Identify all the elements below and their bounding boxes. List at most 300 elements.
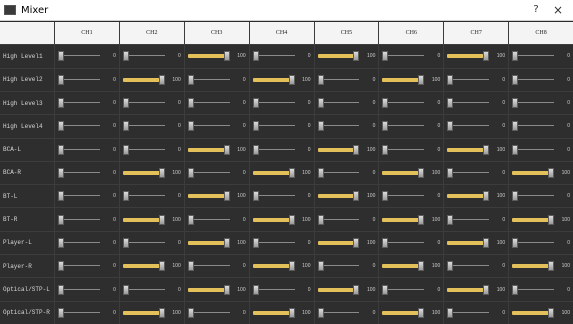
slider-handle[interactable] [58,98,64,108]
mixer-cell [315,69,379,91]
level-slider[interactable] [382,264,424,268]
slider-handle[interactable] [318,75,324,85]
mixer-cell [509,162,573,184]
slider-handle[interactable] [318,215,324,225]
slider-handle[interactable] [483,191,489,201]
level-value: 0 [242,123,246,130]
level-slider[interactable] [253,311,295,315]
level-value: 0 [113,100,116,107]
level-slider[interactable] [123,148,165,152]
slider-handle[interactable] [188,168,194,178]
slider-handle[interactable] [447,75,453,85]
mixer-cell [444,278,508,300]
mixer-cell [250,162,314,184]
mixer-cell [379,232,443,254]
slider-handle[interactable] [159,308,165,318]
level-slider[interactable] [512,78,554,82]
level-slider[interactable] [512,148,554,152]
slider-handle[interactable] [224,51,230,61]
slider-handle[interactable] [188,98,194,108]
level-value: 0 [437,53,441,60]
level-value: 100 [431,169,441,176]
slider-handle[interactable] [318,168,324,178]
level-slider[interactable] [512,218,554,222]
slider-handle[interactable] [353,238,359,248]
mixer-cell [444,69,508,91]
level-slider[interactable] [512,264,554,268]
slider-handle[interactable] [159,75,165,85]
slider-handle[interactable] [188,215,194,225]
slider-handle[interactable] [318,98,324,108]
level-slider[interactable] [382,311,424,315]
slider-handle[interactable] [483,51,489,61]
slider-handle[interactable] [289,261,295,271]
slider-handle[interactable] [253,121,259,131]
slider-handle[interactable] [382,145,388,155]
slider-handle[interactable] [123,51,129,61]
level-value: 0 [113,146,116,153]
level-slider[interactable] [253,194,295,198]
column-header-ch1: CH1 [55,22,119,44]
level-slider[interactable] [382,288,424,292]
slider-handle[interactable] [253,98,259,108]
level-value: 0 [502,309,506,316]
level-slider[interactable] [188,78,230,82]
mixer-cell [55,69,119,91]
level-slider[interactable] [253,241,295,245]
mixer-cell [250,185,314,207]
slider-handle[interactable] [58,121,64,131]
level-slider[interactable] [58,288,100,292]
slider-handle[interactable] [512,145,518,155]
slider-handle[interactable] [188,121,194,131]
level-slider[interactable] [188,288,230,292]
slider-handle[interactable] [289,75,295,85]
level-value: 0 [307,286,311,293]
mixer-cell [185,139,249,161]
mixer-cell [444,139,508,161]
level-value: 100 [367,53,376,60]
level-slider[interactable] [188,124,230,128]
level-slider[interactable] [318,171,360,175]
level-slider[interactable] [253,264,295,268]
level-slider[interactable] [58,54,100,58]
mixer-cell [444,162,508,184]
level-slider[interactable] [253,78,295,82]
level-slider[interactable] [188,101,230,105]
level-slider[interactable] [382,101,424,105]
slider-handle[interactable] [58,238,64,248]
level-value: 0 [307,146,311,153]
mixer-cell [250,232,314,254]
level-value: 100 [302,169,311,176]
slider-handle[interactable] [483,145,489,155]
mixer-cell [509,92,573,114]
slider-handle[interactable] [512,121,518,131]
level-slider[interactable] [58,194,100,198]
slider-handle[interactable] [318,261,324,271]
level-slider[interactable] [188,218,230,222]
slider-handle[interactable] [253,51,259,61]
level-value: 0 [502,216,506,223]
level-slider[interactable] [447,101,489,105]
mixer-cell [185,115,249,137]
level-value: 0 [113,169,116,176]
level-slider[interactable] [58,101,100,105]
slider-handle[interactable] [353,145,359,155]
mixer-cell [315,185,379,207]
level-slider[interactable] [318,241,360,245]
slider-handle[interactable] [382,51,388,61]
slider-handle[interactable] [447,168,453,178]
level-slider[interactable] [447,264,489,268]
level-value: 0 [307,53,311,60]
slider-handle[interactable] [512,75,518,85]
level-slider[interactable] [253,54,295,58]
mixer-cell [250,115,314,137]
level-value: 100 [496,193,506,200]
level-slider[interactable] [512,311,554,315]
slider-handle[interactable] [382,98,388,108]
level-slider[interactable] [382,218,424,222]
mixer-cell [185,162,249,184]
level-slider[interactable] [382,148,424,152]
level-slider[interactable] [188,171,230,175]
level-slider[interactable] [123,218,165,222]
help-button[interactable]: ? [533,4,539,15]
slider-handle[interactable] [548,215,554,225]
level-value: 0 [113,239,116,246]
slider-handle[interactable] [483,238,489,248]
level-slider[interactable] [188,311,230,315]
slider-handle[interactable] [58,145,64,155]
level-slider[interactable] [58,171,100,175]
level-slider[interactable] [123,311,165,315]
slider-handle[interactable] [418,308,424,318]
slider-handle[interactable] [353,191,359,201]
level-slider[interactable] [188,148,230,152]
row-label: Player-L [0,232,54,254]
level-slider[interactable] [188,54,230,58]
level-slider[interactable] [188,194,230,198]
level-slider[interactable] [123,194,165,198]
level-slider[interactable] [318,311,360,315]
slider-handle[interactable] [58,285,64,295]
mixer-cell [185,208,249,230]
mixer-cell [185,302,249,324]
slider-handle[interactable] [224,191,230,201]
mixer-cell [315,92,379,114]
column-header-ch6: CH6 [379,22,443,44]
mixer-cell [509,232,573,254]
level-slider[interactable] [123,78,165,82]
level-value: 0 [502,76,506,83]
slider-handle[interactable] [224,238,230,248]
level-value: 100 [496,239,506,246]
level-slider[interactable] [253,124,295,128]
level-slider[interactable] [512,194,554,198]
level-slider[interactable] [512,101,554,105]
level-value: 0 [242,76,246,83]
level-value: 0 [567,123,570,130]
level-value: 0 [177,53,181,60]
slider-handle[interactable] [512,191,518,201]
level-slider[interactable] [123,54,165,58]
mixer-cell [250,255,314,277]
slider-handle[interactable] [188,261,194,271]
slider-handle[interactable] [447,98,453,108]
slider-handle[interactable] [123,285,129,295]
level-slider[interactable] [58,241,100,245]
slider-handle[interactable] [318,308,324,318]
level-slider[interactable] [253,218,295,222]
mixer-cell [120,139,184,161]
level-value: 0 [242,309,246,316]
slider-handle[interactable] [418,261,424,271]
slider-handle[interactable] [512,98,518,108]
level-slider[interactable] [58,264,100,268]
level-slider[interactable] [382,241,424,245]
level-slider[interactable] [123,264,165,268]
slider-handle[interactable] [253,145,259,155]
level-slider[interactable] [318,148,360,152]
slider-handle[interactable] [58,308,64,318]
level-slider[interactable] [318,101,360,105]
level-slider[interactable] [123,241,165,245]
level-value: 100 [431,309,441,316]
slider-handle[interactable] [512,51,518,61]
level-slider[interactable] [512,288,554,292]
slider-handle[interactable] [289,168,295,178]
level-value: 100 [172,263,181,270]
slider-handle[interactable] [382,191,388,201]
level-slider[interactable] [447,194,489,198]
slider-handle[interactable] [159,215,165,225]
slider-handle[interactable] [58,168,64,178]
level-value: 100 [367,146,376,153]
level-value: 100 [431,216,441,223]
level-slider[interactable] [188,264,230,268]
level-value: 100 [302,76,311,83]
mixer-cell [185,185,249,207]
slider-handle[interactable] [418,75,424,85]
mixer-cell [444,92,508,114]
level-slider[interactable] [318,264,360,268]
mixer-cell [250,92,314,114]
level-slider[interactable] [512,171,554,175]
level-slider[interactable] [58,78,100,82]
slider-handle[interactable] [188,308,194,318]
level-value: 0 [437,146,441,153]
slider-handle[interactable] [418,215,424,225]
level-value: 0 [372,216,376,223]
level-slider[interactable] [512,54,554,58]
slider-handle[interactable] [548,168,554,178]
slider-handle[interactable] [58,215,64,225]
mixer-cell [250,278,314,300]
level-value: 100 [172,216,181,223]
level-slider[interactable] [123,124,165,128]
level-value: 100 [237,193,246,200]
level-slider[interactable] [447,124,489,128]
level-value: 0 [113,53,116,60]
level-value: 0 [177,193,181,200]
mixer-cell [379,278,443,300]
slider-handle[interactable] [58,75,64,85]
level-slider[interactable] [382,54,424,58]
level-slider[interactable] [447,311,489,315]
level-slider[interactable] [382,194,424,198]
slider-handle[interactable] [447,215,453,225]
mixer-cell [379,302,443,324]
level-slider[interactable] [58,218,100,222]
slider-handle[interactable] [159,168,165,178]
slider-handle[interactable] [123,121,129,131]
level-slider[interactable] [447,78,489,82]
slider-handle[interactable] [382,285,388,295]
level-slider[interactable] [253,171,295,175]
slider-handle[interactable] [447,308,453,318]
header-corner [0,22,54,44]
slider-handle[interactable] [512,238,518,248]
level-slider[interactable] [253,101,295,105]
slider-handle[interactable] [123,191,129,201]
level-slider[interactable] [382,78,424,82]
level-value: 0 [437,123,441,130]
level-slider[interactable] [382,124,424,128]
level-value: 0 [307,123,311,130]
level-slider[interactable] [318,124,360,128]
mixer-cell [55,139,119,161]
mixer-cell [250,69,314,91]
slider-handle[interactable] [447,261,453,271]
level-slider[interactable] [318,78,360,82]
level-slider[interactable] [447,54,489,58]
slider-handle[interactable] [418,168,424,178]
column-header-ch5: CH5 [315,22,379,44]
slider-handle[interactable] [382,238,388,248]
level-slider[interactable] [318,194,360,198]
slider-handle[interactable] [512,285,518,295]
slider-handle[interactable] [123,98,129,108]
level-value: 0 [242,100,246,107]
level-value: 0 [502,263,506,270]
slider-handle[interactable] [58,261,64,271]
level-value: 0 [437,239,441,246]
level-slider[interactable] [58,124,100,128]
level-slider[interactable] [123,171,165,175]
level-slider[interactable] [253,288,295,292]
level-slider[interactable] [318,288,360,292]
level-slider[interactable] [447,148,489,152]
level-value: 0 [113,193,116,200]
slider-handle[interactable] [353,51,359,61]
mixer-cell [509,278,573,300]
slider-handle[interactable] [58,191,64,201]
level-slider[interactable] [318,218,360,222]
level-slider[interactable] [447,218,489,222]
level-value: 100 [237,239,246,246]
level-slider[interactable] [123,101,165,105]
close-button[interactable]: × [552,3,564,17]
slider-handle[interactable] [123,238,129,248]
level-slider[interactable] [318,54,360,58]
mixer-cell [250,139,314,161]
mixer-cell [55,208,119,230]
row-label: High Level1 [0,45,54,67]
row-label: BT-L [0,185,54,207]
slider-handle[interactable] [123,145,129,155]
slider-handle[interactable] [548,261,554,271]
level-value: 0 [242,169,246,176]
level-slider[interactable] [447,288,489,292]
mixer-cell [444,302,508,324]
slider-handle[interactable] [548,308,554,318]
mixer-cell [379,162,443,184]
slider-handle[interactable] [318,121,324,131]
slider-handle[interactable] [289,215,295,225]
mixer-cell [55,278,119,300]
mixer-cell [185,69,249,91]
slider-handle[interactable] [224,145,230,155]
mixer-cell [185,278,249,300]
level-slider[interactable] [188,241,230,245]
slider-handle[interactable] [188,75,194,85]
level-slider[interactable] [447,171,489,175]
slider-handle[interactable] [159,261,165,271]
slider-handle[interactable] [253,238,259,248]
mixer-cell [315,255,379,277]
level-slider[interactable] [447,241,489,245]
mixer-cell [379,45,443,67]
level-value: 0 [177,146,181,153]
mixer-cell [315,302,379,324]
slider-handle[interactable] [224,285,230,295]
slider-handle[interactable] [253,191,259,201]
level-value: 0 [113,286,116,293]
slider-handle[interactable] [382,121,388,131]
level-slider[interactable] [512,124,554,128]
column-header-ch4: CH4 [250,22,314,44]
row-label: High Level4 [0,115,54,137]
slider-handle[interactable] [289,308,295,318]
level-slider[interactable] [123,288,165,292]
slider-handle[interactable] [58,51,64,61]
level-value: 0 [372,100,376,107]
level-value: 0 [567,100,570,107]
mixer-cell [185,45,249,67]
mixer-cell [55,45,119,67]
mixer-cell [509,45,573,67]
slider-handle[interactable] [253,285,259,295]
level-slider[interactable] [512,241,554,245]
slider-handle[interactable] [447,121,453,131]
level-value: 0 [372,263,376,270]
level-value: 0 [307,239,311,246]
level-value: 100 [431,76,441,83]
level-slider[interactable] [58,311,100,315]
level-slider[interactable] [58,148,100,152]
level-slider[interactable] [253,148,295,152]
level-value: 100 [237,146,246,153]
level-slider[interactable] [382,171,424,175]
mixer-cell [444,208,508,230]
slider-handle[interactable] [483,285,489,295]
level-value: 100 [237,53,246,60]
slider-handle[interactable] [353,285,359,295]
title-bar [0,0,573,21]
level-value: 0 [437,286,441,293]
